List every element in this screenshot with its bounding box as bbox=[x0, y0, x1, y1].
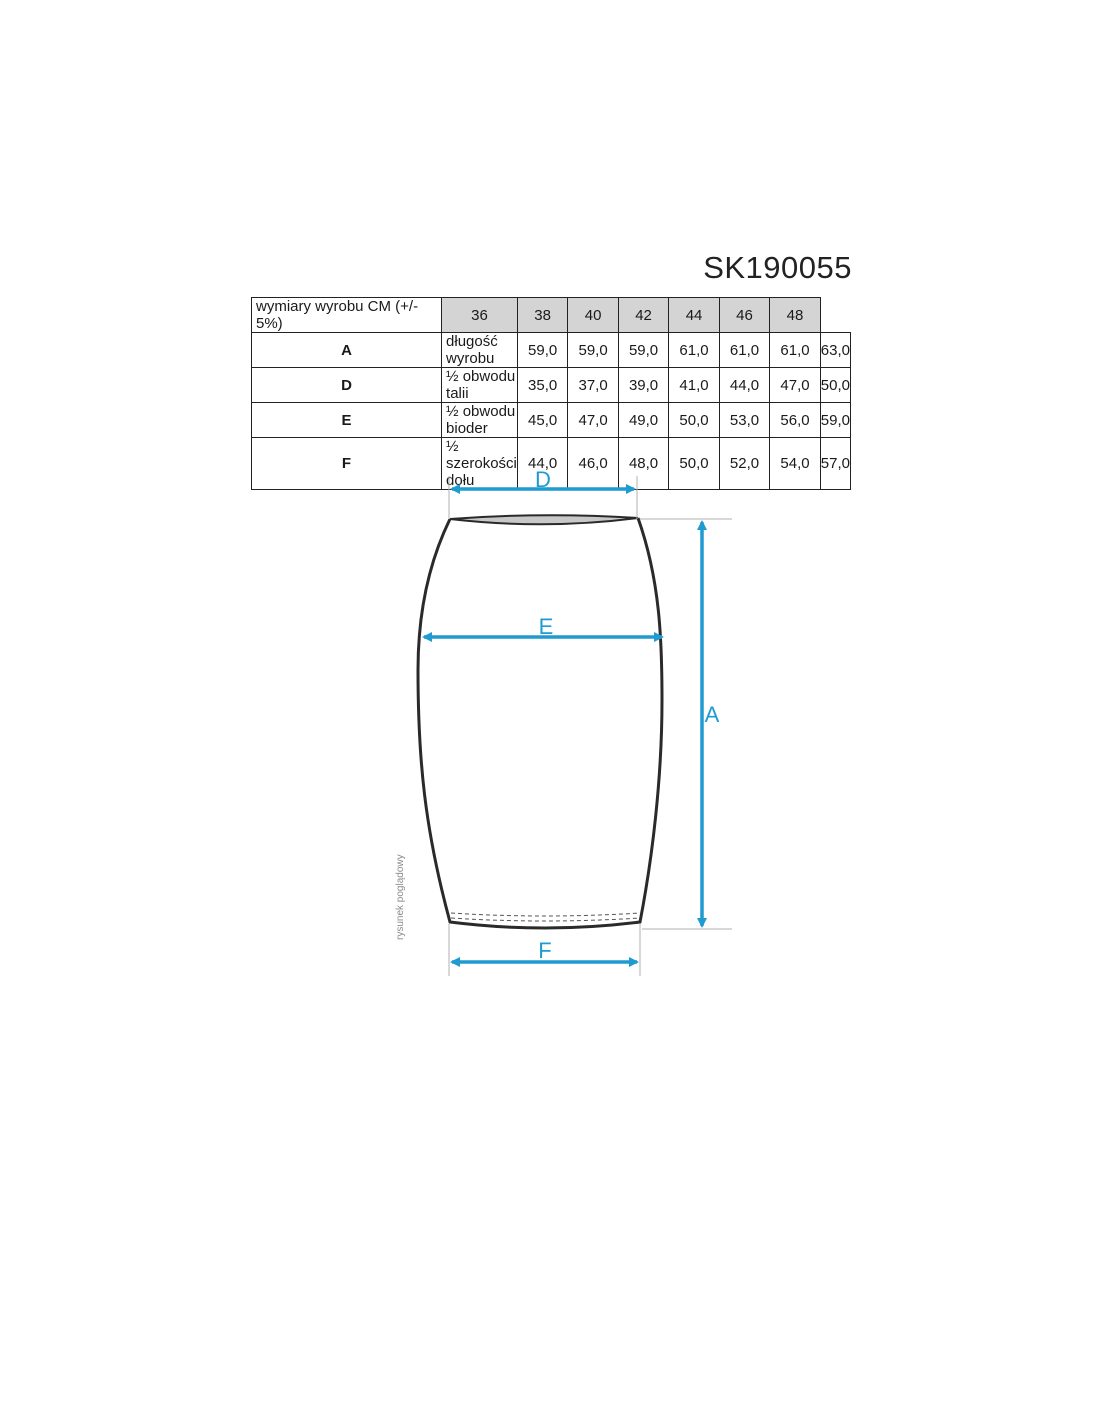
dimension-label-e: E bbox=[538, 614, 554, 639]
hem-stitch bbox=[451, 913, 640, 916]
table-header-label: wymiary wyrobu CM (+/- 5%) bbox=[252, 298, 442, 333]
size-header-cell: 42 bbox=[618, 298, 668, 333]
dimension-label-d: D bbox=[535, 467, 551, 492]
measurement-code: F bbox=[252, 438, 442, 490]
measurement-value: 44,0 bbox=[719, 368, 769, 403]
measurement-name: ½ obwodu bioder bbox=[442, 403, 518, 438]
dimension-label-a: A bbox=[704, 702, 720, 727]
measurement-value: 59,0 bbox=[820, 403, 850, 438]
measurement-value: 61,0 bbox=[719, 333, 769, 368]
measurement-value: 41,0 bbox=[669, 368, 719, 403]
size-header-cell: 44 bbox=[669, 298, 719, 333]
measurement-value: 50,0 bbox=[820, 368, 850, 403]
measurement-value: 56,0 bbox=[770, 403, 821, 438]
size-header-cell: 38 bbox=[517, 298, 567, 333]
measurement-value: 47,0 bbox=[568, 403, 618, 438]
measurement-value: 47,0 bbox=[770, 368, 821, 403]
measurement-code: D bbox=[252, 368, 442, 403]
measurement-value: 50,0 bbox=[669, 403, 719, 438]
measurement-value: 53,0 bbox=[719, 403, 769, 438]
size-header-cell: 36 bbox=[442, 298, 518, 333]
measurement-value: 50,0 bbox=[669, 438, 719, 490]
measurement-value: 54,0 bbox=[770, 438, 821, 490]
illustration-note: rysunek poglądowy bbox=[395, 854, 406, 940]
dimension-label-f: F bbox=[538, 938, 552, 963]
waistband bbox=[450, 515, 638, 524]
size-header-cell: 48 bbox=[770, 298, 821, 333]
measurement-value: 59,0 bbox=[568, 333, 618, 368]
measurement-name: długość wyrobu bbox=[442, 333, 518, 368]
measurement-name: ½ szerokości dołu bbox=[442, 438, 518, 490]
measurement-code: E bbox=[252, 403, 442, 438]
measurement-value: 46,0 bbox=[568, 438, 618, 490]
measurement-value: 59,0 bbox=[517, 333, 567, 368]
measurement-value: 37,0 bbox=[568, 368, 618, 403]
measurement-value: 35,0 bbox=[517, 368, 567, 403]
measurement-value: 61,0 bbox=[669, 333, 719, 368]
measurement-code: A bbox=[252, 333, 442, 368]
measurement-value: 44,0 bbox=[517, 438, 567, 490]
measurement-value: 49,0 bbox=[618, 403, 668, 438]
measurement-value: 45,0 bbox=[517, 403, 567, 438]
product-code: SK190055 bbox=[703, 250, 852, 285]
measurement-value: 39,0 bbox=[618, 368, 668, 403]
size-header-cell: 40 bbox=[568, 298, 618, 333]
size-header-cell: 46 bbox=[719, 298, 769, 333]
measurement-value: 61,0 bbox=[770, 333, 821, 368]
measurement-name: ½ obwodu talii bbox=[442, 368, 518, 403]
hem-stitch bbox=[451, 918, 640, 921]
measurement-value: 52,0 bbox=[719, 438, 769, 490]
skirt-outline bbox=[418, 518, 662, 928]
measurement-value: 57,0 bbox=[820, 438, 850, 490]
measurement-value: 48,0 bbox=[618, 438, 668, 490]
measurement-value: 59,0 bbox=[618, 333, 668, 368]
measurement-value: 63,0 bbox=[820, 333, 850, 368]
